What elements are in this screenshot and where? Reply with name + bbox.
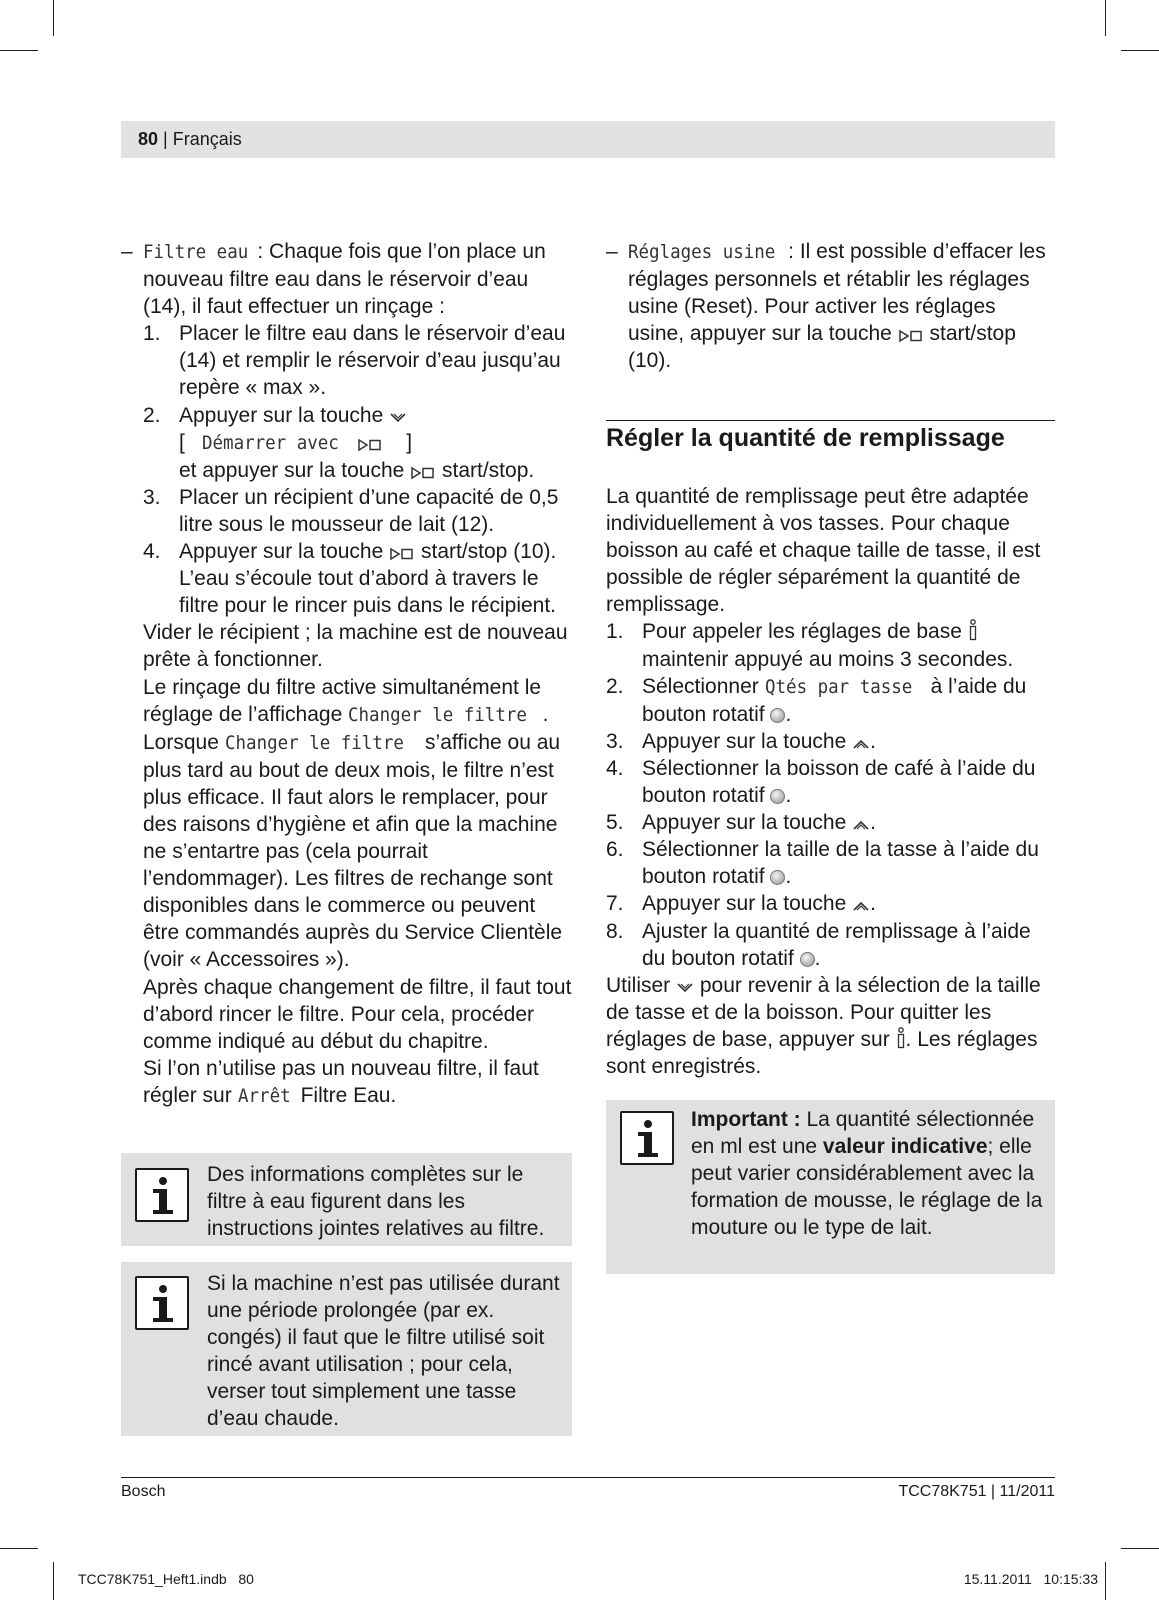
text: Si l’on n’utilise pas un nouveau filtre, il faut régler sur xyxy=(143,1056,539,1107)
list-item: 2. Sélectionner Qtés par tasse à l’aide du bouton rotatif . xyxy=(606,674,1027,726)
right-column-body xyxy=(606,483,1058,1080)
step-text: Sélectionner la boisson de café à l’aide du bouton rotatif xyxy=(642,756,1036,808)
step-number: 3. xyxy=(143,485,161,509)
chevron-down-icon xyxy=(389,411,407,425)
reset-item xyxy=(606,238,1056,374)
list-item: 3. Appuyer sur la touche . xyxy=(606,728,1058,755)
list-item: 5. Appuyer sur la touche . xyxy=(606,809,1058,836)
list-item: 8. Ajuster la quantité de remplissage à l’aide du bouton rotatif . xyxy=(606,919,1031,970)
list-item xyxy=(143,320,573,401)
step-text: Placer un récipient d’une capacité de 0,5 litre sous le mousseur de lait (12). xyxy=(179,485,559,536)
list-item xyxy=(143,538,573,619)
section-outro xyxy=(606,972,1058,1080)
important-text xyxy=(691,1106,1046,1241)
rotary-knob-icon xyxy=(770,870,785,885)
paragraph-rinse: Le rinçage du filtre active simultanément le réglage de l’affichage Changer le filtre . Lorsque Changer le filtre s’affiche ou au plus tard au bout de deux mois, le filtre n’est plus efficace. Il faut alors le remplacer, pour des raisons d’hygiène et afin que la machine ne s’entartre pas (cela pourrait l’endommager). Les filtres de rechange sont disponibles dans le commerce ou peuvent être commandés auprès du Service Clientèle (voir « Accessoires »). xyxy=(143,675,563,972)
right-column-top xyxy=(606,238,1056,374)
bracket-close: ] xyxy=(406,430,413,454)
list-item: 6. Sélectionner la taille de la tasse à l’aide du bouton rotatif . xyxy=(606,838,1039,889)
header-separator: | xyxy=(163,129,168,149)
step-text: Pour appeler les réglages de base xyxy=(642,620,962,644)
crop-mark xyxy=(53,1562,54,1600)
list-item xyxy=(143,402,573,484)
section-rule xyxy=(606,420,1055,421)
info-box-filter xyxy=(121,1153,572,1246)
important-label: Important : xyxy=(691,1108,801,1131)
display-arret: Arrêt xyxy=(237,1084,291,1107)
info-mode-icon xyxy=(896,1027,906,1049)
info-icon xyxy=(135,1168,189,1222)
important-box xyxy=(606,1100,1055,1274)
step-number: 7. xyxy=(606,892,624,916)
page-number: 80 xyxy=(138,129,159,149)
crop-mark xyxy=(1121,50,1159,51)
crop-mark xyxy=(1105,1562,1106,1600)
list-item: 7. Appuyer sur la touche . xyxy=(606,890,1058,917)
step-text: Sélectionner xyxy=(642,674,759,698)
list-item: 4. Sélectionner la boisson de café à l’aide du bouton rotatif . xyxy=(606,756,1036,808)
info-box-storage xyxy=(121,1262,572,1436)
step-text: et appuyer sur la touche xyxy=(179,458,405,482)
step-text: maintenir appuyé au moins 3 secondes. xyxy=(642,647,1014,671)
rotary-knob-icon xyxy=(770,708,785,723)
display-reglages-usine: Réglages usine xyxy=(628,241,776,263)
dash-bullet: – xyxy=(121,240,133,263)
info-icon xyxy=(620,1111,674,1165)
text: s’affiche ou au plus tard au bout de deux mois, le filtre n’est plus efficace. Il faut alors le remplacer, pour des raisons d’hygiène et afin que la machine ne s’entartre pas (cela pourrait l’endommager). Les filtres de rechange sont disponibles dans le commerce ou peuvent être commandés auprès du Service Clientèle (voir « Accessoires »). xyxy=(143,730,563,972)
filter-item xyxy=(121,238,573,320)
rotary-knob-icon xyxy=(770,789,785,804)
header-text xyxy=(138,129,242,150)
reset-text: : Il est possible d’effacer les réglages personnels et rétablir les réglages usine (Reset). Pour activer les réglages usine, appuyer sur la touche xyxy=(628,240,1046,346)
chevron-up-icon xyxy=(852,737,870,751)
paragraph-no-filter xyxy=(143,1055,573,1110)
page-header xyxy=(121,121,1055,158)
info-mode-icon xyxy=(968,619,978,641)
step-text: Appuyer sur la touche xyxy=(179,540,384,564)
info-text: Si la machine n’est pas utilisée durant une période prolongée (par ex. congés) il faut que le filtre utilisé soit rincé avant utilisation ; pour cela, verser tout simplement une tasse d’eau chaude. xyxy=(207,1272,560,1431)
display-changer-filtre: Changer le filtre xyxy=(224,731,404,754)
slug-datetime: 15.11.2011 10:15:33 xyxy=(963,1571,1098,1587)
step-number: 2. xyxy=(606,674,624,698)
text: Utiliser xyxy=(606,973,671,997)
step-number: 4. xyxy=(606,756,624,780)
step-text: Appuyer sur la touche xyxy=(642,892,847,916)
section-heading: Régler la quantité de remplissage xyxy=(606,424,1005,452)
step-text: Ajuster la quantité de remplissage à l’aide du bouton rotatif xyxy=(642,919,1031,970)
crop-mark xyxy=(1105,0,1106,36)
info-text: Des informations complètes sur le filtre à eau figurent dans les instructions jointes relatives au filtre. xyxy=(207,1163,545,1241)
step-text: Appuyer sur la touche xyxy=(179,403,384,427)
start-stop-icon xyxy=(410,466,436,480)
filter-steps xyxy=(121,320,573,1110)
footer-rule xyxy=(121,1477,1055,1478)
footer-brand: Bosch xyxy=(121,1483,166,1500)
start-stop-icon xyxy=(357,438,383,452)
header-language: Français xyxy=(172,129,242,149)
slug-file: TCC78K751_Heft1.indb 80 xyxy=(78,1571,254,1587)
step-number: 5. xyxy=(606,811,624,835)
text: Le rinçage du filtre active simultanément le réglage de l’affichage xyxy=(143,675,542,726)
step-number: 8. xyxy=(606,919,624,943)
dash-bullet: – xyxy=(606,240,618,263)
text: ; elle peut varier considérablement avec la formation de mousse, le réglage de la mouture ou le type de lait. xyxy=(691,1135,1043,1240)
step-number: 6. xyxy=(606,838,624,862)
info-icon xyxy=(135,1276,189,1330)
display-changer-filtre: Changer le filtre xyxy=(348,703,528,726)
step-number: 2. xyxy=(143,403,161,427)
paragraph-after-change: Après chaque changement de filtre, il faut tout d’abord rincer le filtre. Pour cela, procéder comme indiqué au début du chapitre. xyxy=(143,975,572,1053)
paragraph-empty: Vider le récipient ; la machine est de nouveau prête à fonctionner. xyxy=(143,621,568,672)
text: Lorsque xyxy=(143,730,219,754)
chevron-down-icon xyxy=(676,981,694,995)
step-text: Sélectionner la taille de la tasse à l’aide du bouton rotatif xyxy=(642,838,1039,889)
step-text: Placer le filtre eau dans le réservoir d’eau (14) et remplir le réservoir d’eau jusqu’au repère « max ». xyxy=(179,322,566,400)
list-item xyxy=(143,484,573,538)
step-text: start/stop. xyxy=(442,458,535,482)
display-demarrer: Démarrer avec xyxy=(202,431,340,454)
important-emphasis: valeur indicative xyxy=(822,1135,988,1159)
step-text: Appuyer sur la touche xyxy=(642,811,847,835)
rotary-knob-icon xyxy=(800,952,815,967)
crop-mark xyxy=(53,0,54,36)
crop-mark xyxy=(0,50,38,51)
step-number: 4. xyxy=(143,540,161,564)
step-number: 3. xyxy=(606,729,624,753)
reset-text: start/stop (10). xyxy=(628,322,1016,373)
display-filtre-eau: Filtre eau xyxy=(143,241,249,263)
display-qtes-par-tasse: Qtés par tasse xyxy=(764,675,912,698)
step-text: Appuyer sur la touche xyxy=(642,729,847,753)
step-text: start/stop (10). L’eau s’écoule tout d’abord à travers le filtre pour le rincer puis dans le récipient. xyxy=(179,540,557,618)
text: La quantité sélectionnée en ml est une xyxy=(691,1108,1035,1159)
step-text: à l’aide du bouton rotatif xyxy=(642,674,1027,726)
step-number: 1. xyxy=(606,620,624,644)
text: . Les réglages sont enregistrés. xyxy=(606,1027,1038,1078)
section-intro: La quantité de remplissage peut être adaptée individuellement à vos tasses. Pour chaque boisson au café et chaque taille de tasse, il est possible de régler séparément la quantité de remplissage. xyxy=(606,485,1041,617)
bracket-open: [ xyxy=(179,430,185,454)
crop-mark xyxy=(1121,1548,1159,1549)
step-number: 1. xyxy=(143,322,161,346)
filter-intro: : Chaque fois que l’on place un nouveau filtre eau dans le réservoir d’eau (14), il faut effectuer un rinçage : xyxy=(143,240,546,319)
text: pour revenir à la sélection de la taille de tasse et de la boisson. Pour quitter les réglages de base, appuyer sur xyxy=(606,973,1041,1051)
start-stop-icon xyxy=(898,329,924,343)
footer-model-date: TCC78K751 | 11/2011 xyxy=(898,1483,1055,1500)
start-stop-icon xyxy=(389,547,415,561)
left-column xyxy=(121,238,573,1110)
chevron-up-icon xyxy=(852,818,870,832)
crop-mark xyxy=(0,1548,38,1549)
text: Filtre Eau. xyxy=(300,1083,397,1107)
list-item xyxy=(606,618,1058,672)
chevron-up-icon xyxy=(852,899,870,913)
